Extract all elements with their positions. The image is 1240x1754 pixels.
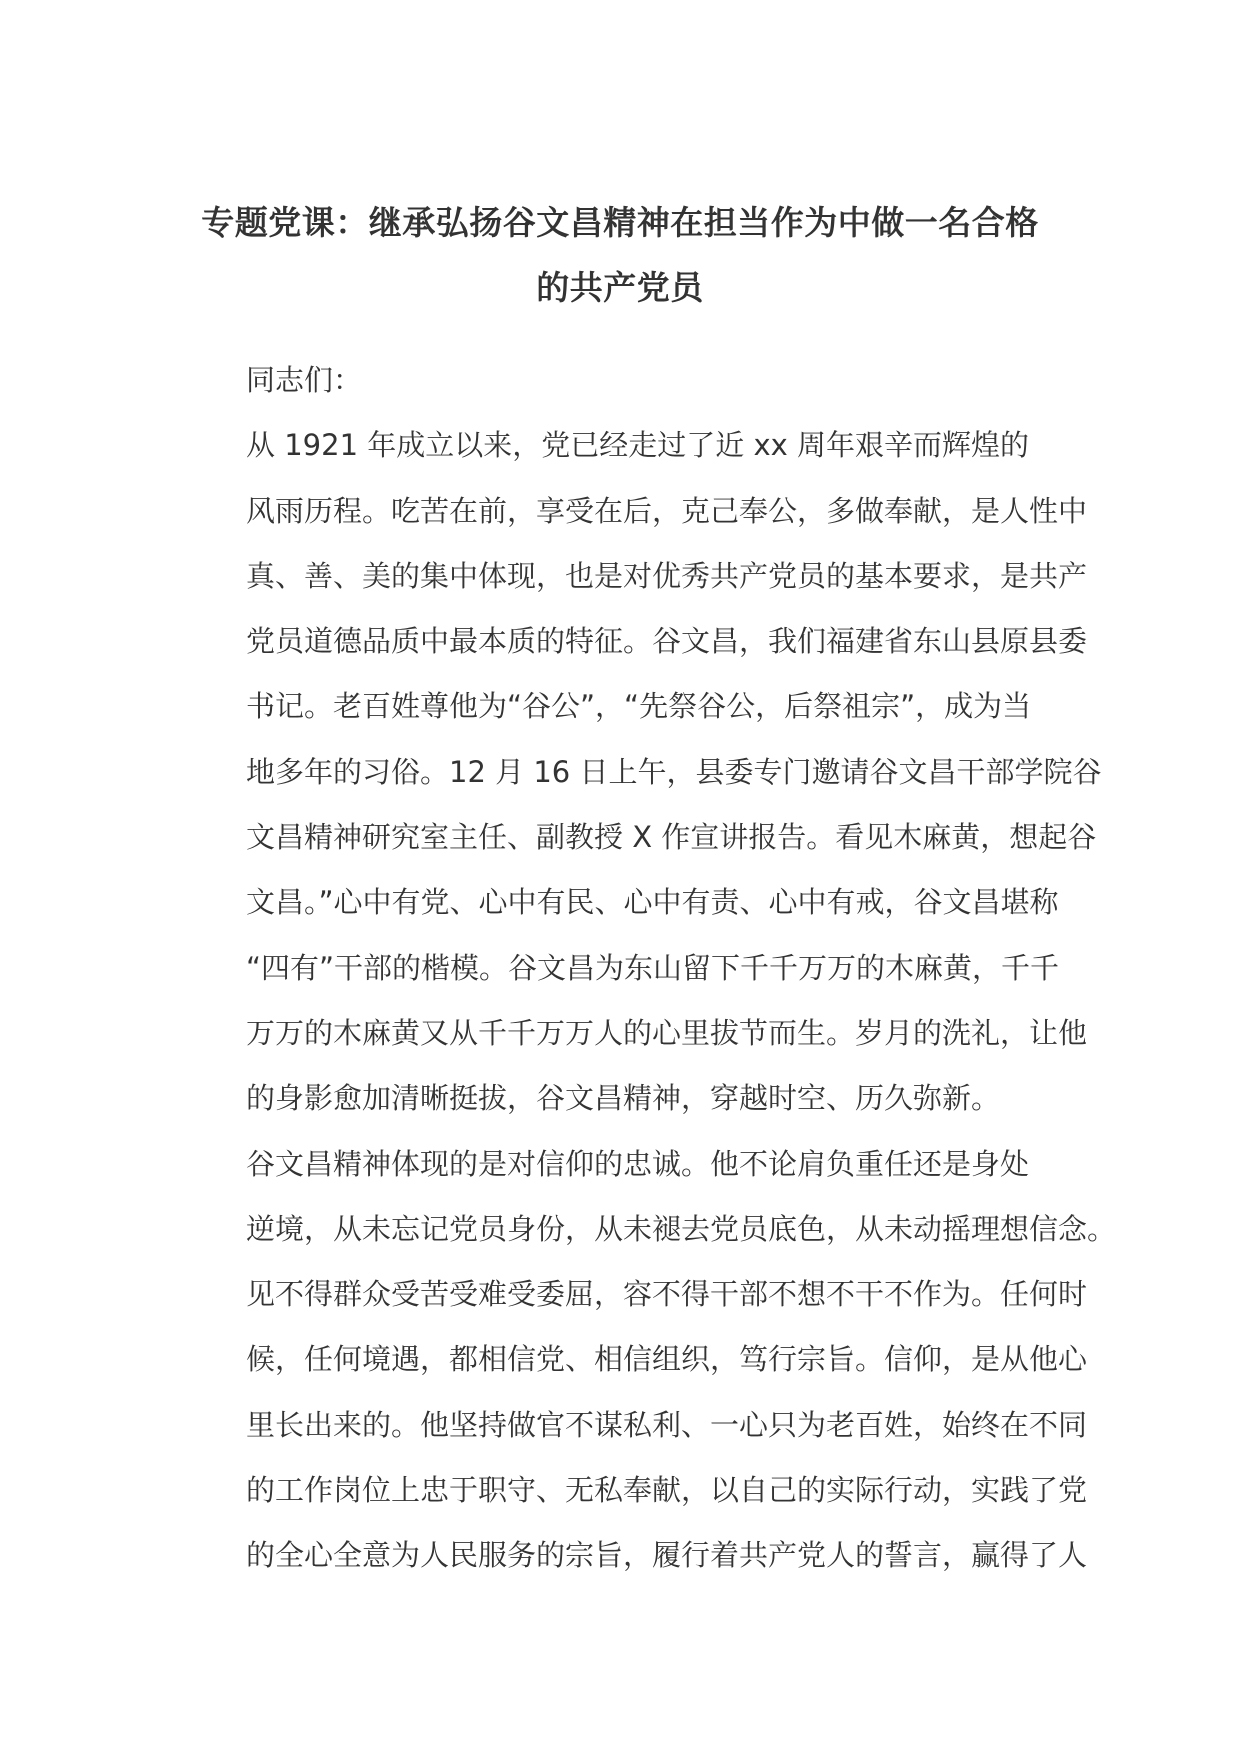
- paragraph-line: 万万的木麻黄又从千千万万人的心里拔节而生。岁月的洗礼，让他: [246, 1015, 1088, 1050]
- paragraph-1: [188, 413, 1102, 1131]
- paragraph-line: 见不得群众受苦受难受委屈，容不得干部不想不干不作为。任何时: [246, 1277, 1088, 1312]
- paragraph-line: 从 1921 年成立以来，党已经走过了近 xx 周年艰辛而辉煌的: [246, 428, 1030, 463]
- title-line-2: 的共产党员: [536, 268, 704, 307]
- paragraph-line: 候，任何境遇，都相信党、相信组织，笃行宗旨。信仰，是从他心: [246, 1342, 1088, 1377]
- paragraph-line: 书记。老百姓尊他为“谷公”，“先祭谷公，后祭祖宗”，成为当: [246, 689, 1032, 724]
- document-title: [188, 190, 1052, 320]
- paragraph-line: “四有”干部的楷模。谷文昌为东山留下千千万万的木麻黄，千千: [246, 950, 1060, 985]
- paragraph-line: 真、善、美的集中体现，也是对优秀共产党员的基本要求，是共产: [246, 558, 1088, 593]
- paragraph-line: 的工作岗位上忠于职守、无私奉献，以自己的实际行动，实践了党: [246, 1473, 1088, 1508]
- title-line-1: 专题党课：继承弘扬谷文昌精神在担当作为中做一名合格: [201, 203, 1039, 242]
- paragraph-line: 地多年的习俗。12 月 16 日上午，县委专门邀请谷文昌干部学院谷: [246, 754, 1102, 789]
- paragraph-2: [188, 1132, 1117, 1589]
- paragraph-line: 的全心全意为人民服务的宗旨，履行着共产党人的誓言，赢得了人: [246, 1538, 1088, 1573]
- paragraph-line: 谷文昌精神体现的是对信仰的忠诚。他不论肩负重任还是身处: [246, 1146, 1030, 1181]
- paragraph-line: 文昌。”心中有党、心中有民、心中有责、心中有戒，谷文昌堪称: [246, 885, 1059, 920]
- paragraph-line: 的身影愈加清晰挺拔，谷文昌精神，穿越时空、历久弥新。: [246, 1081, 1001, 1116]
- document-body: [188, 348, 1117, 1589]
- paragraph-line: 风雨历程。吃苦在前，享受在后，克己奉公，多做奉献，是人性中: [246, 493, 1088, 528]
- paragraph-line: 文昌精神研究室主任、副教授 X 作宣讲报告。看见木麻黄，想起谷: [246, 820, 1097, 855]
- paragraph-line: 逆境，从未忘记党员身份，从未褪去党员底色，从未动摇理想信念。: [246, 1211, 1117, 1246]
- paragraph-line: 党员道德品质中最本质的特征。谷文昌，我们福建省东山县原县委: [246, 624, 1088, 659]
- salutation: 同志们：: [246, 363, 363, 397]
- paragraph-line: 里长出来的。他坚持做官不谋私利、一心只为老百姓，始终在不同: [246, 1407, 1088, 1442]
